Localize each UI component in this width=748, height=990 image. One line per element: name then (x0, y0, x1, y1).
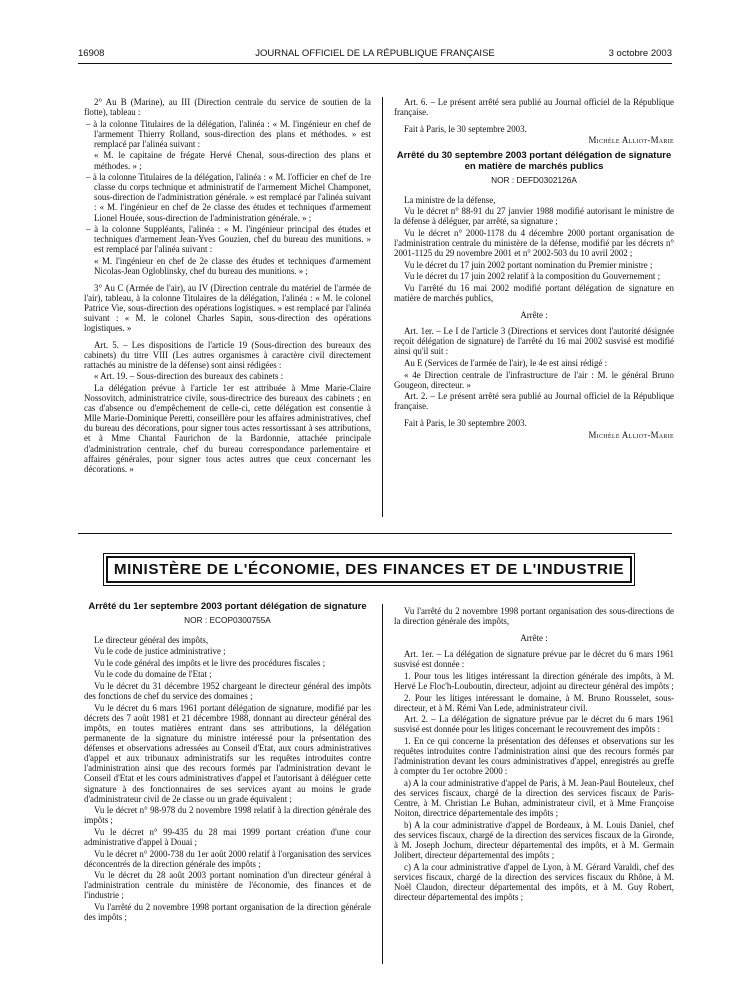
lower-left-column (84, 602, 371, 924)
paragraph: 1. En ce qui concerne la présentation des défenses et observations sur les requêtes introduites contre l'administration ainsi que des recours formés par l'administration devant les cours administratives d'appel, enregistrés au greffe à compter du 1er octobre 2000 : (394, 736, 674, 777)
article-5: Art. 5. – Les dispositions de l'article 19 (Sous-direction des bureaux des cabinets) du titre VIII (Les autres organismes à caractère civil directement rattachés au ministre de la défense) sont ainsi rédigées : (84, 339, 371, 370)
signed-place-date: Fait à Paris, le 30 septembre 2003. (404, 123, 527, 134)
paragraph: 2° Au B (Marine), au III (Direction centrale du service de soutien de la flotte), tableau : (84, 97, 371, 118)
nor-reference: NOR : DEFD0302126A (491, 174, 577, 185)
signature: Michèle Alliot-Marie (588, 135, 674, 146)
upper-left-column (84, 97, 371, 475)
arrete-heading: Arrête : (520, 632, 548, 643)
section-rule (78, 533, 672, 534)
paragraph: Vu le code de justice administrative ; (94, 646, 226, 657)
paragraph: Vu le décret du 31 décembre 1952 chargeant le directeur général des impôts des fonctions de chef du service des domaines ; (84, 681, 371, 702)
paragraph: « M. le capitaine de frégate Hervé Chenal, sous-direction des plans et méthodes. » ; (94, 150, 371, 171)
nor-reference: NOR : ECOP0300755A (184, 614, 271, 625)
paragraph: La ministre de la défense, (404, 194, 496, 205)
issue-date: 3 octobre 2003 (608, 48, 672, 59)
decree-title: Arrêté du 30 septembre 2003 portant délégation de signature en matière de marchés publics (396, 150, 672, 172)
article-2: Art. 2. – Le présent arrêté sera publié au Journal officiel de la République française. (394, 391, 674, 412)
paragraph: La délégation prévue à l'article 1er est attribuée à Mme Marie-Claire Nossovitch, administratrice civile, sous-directrice des bureaux des cabinets ; en cas d'absence ou d'empêchement de celle-ci, cette délégation est consentie à Mlle Marie-Dominique Peretti, conseillère pour les affaires administratives, chef du bureau des décorations, pour signer tous actes ressortissant à ses attributions, et à Mme Chantal Faurichon de la Bardonnie, attachée principale d'administration centrale, chef du bureau correspondance parlementaire et affaires générales, pour signer tous actes autres que ceux concernant les décorations. » (84, 382, 371, 474)
article-1: Art. 1er. – La délégation de signature prévue par le décret du 6 mars 1961 susvisé est donnée : (394, 649, 674, 670)
paragraph: 2. Pour les litiges intéressant le domaine, à M. Bruno Rousselet, sous-directeur, et à M. Rémi Van Lede, administrateur civil. (394, 692, 674, 713)
paragraph: Vu l'arrêté du 2 novembre 1998 portant organisation de la direction générale des impôts ; (84, 902, 371, 923)
paragraph: Vu le décret n° 98-978 du 2 novembre 1998 relatif à la direction générale des impôts ; (84, 805, 371, 826)
paragraph: Vu le décret n° 2000-738 du 1er août 2000 relatif à l'organisation des services déconcentrés de la direction générale des impôts ; (84, 848, 371, 869)
decree-title: Arrêté du 1er septembre 2003 portant délégation de signature (88, 601, 367, 612)
article-1: Art. 1er. – Le I de l'article 3 (Directions et services dont l'autorité désignée reçoit délégation de signature) de l'arrêté du 16 mai 2002 susvisé est modifié ainsi qu'il suit : (394, 326, 674, 357)
upper-right-column (394, 97, 674, 441)
journal-title: JOURNAL OFFICIEL DE LA RÉPUBLIQUE FRANÇAISE (255, 48, 495, 59)
page-header (78, 48, 672, 62)
paragraph: 1. Pour tous les litiges intéressant la direction générale des impôts, à M. Hervé Le Floc'h-Louboutin, directeur, adjoint au directeur général des impôts ; (394, 670, 674, 692)
paragraph: Vu le décret n° 2000-1178 du 4 décembre 2000 portant organisation de l'administration centrale du ministère de la défense, modifié par les décrets n° 2001-1125 du 29 novembre 2001 et n° 2002-503 du 10 avril 2002 ; (394, 227, 674, 259)
article-6: Art. 6. – Le présent arrêté sera publié au Journal officiel de la République française. (394, 97, 674, 118)
paragraph: Vu le décret du 17 juin 2002 relatif à la composition du Gouvernement ; (404, 271, 661, 282)
signed-place-date: Fait à Paris, le 30 septembre 2003. (404, 417, 527, 428)
article-19-heading: « Art. 19. – Sous-direction des bureaux des cabinets : (94, 371, 284, 382)
paragraph: – à la colonne Titulaires de la délégation, l'alinéa : « M. l'ingénieur en chef de l'armement Thierry Rolland, sous-direction des plans et méthodes. » est remplacé par l'alinéa suivant : (86, 118, 371, 149)
header-rule (78, 63, 672, 64)
paragraph: « M. l'ingénieur en chef de 2e classe des études et techniques d'armement Nicolas-Jean Ogloblinsky, chef du bureau des munitions. » ; (94, 255, 371, 276)
paragraph: Le directeur général des impôts, (94, 634, 209, 645)
paragraph: Vu le décret du 17 juin 2002 portant nomination du Premier ministre ; (404, 259, 653, 270)
paragraph: Vu l'arrêté du 2 novembre 1998 portant organisation des sous-directions de la direction générale des impôts, (394, 606, 674, 627)
paragraph: b) A la cour administrative d'appel de Bordeaux, à M. Louis Daniel, chef des services fiscaux, chargé de la direction des services fiscaux de la Gironde, à M. Joseph Jochum, directeur départemental des impôts, et à M. Germain Jolibert, directeur départemental des impôts ; (394, 819, 674, 861)
paragraph: « 4e Direction centrale de l'infrastructure de l'air : M. le général Bruno Gougeon, directeur. » (394, 369, 674, 390)
paragraph: a) A la cour administrative d'appel de Paris, à M. Jean-Paul Bouteleux, chef des services fiscaux, chargé de la direction des services fiscaux de Paris-Centre, à M. Christian Le Buhan, administrateur civil, et à Mme Françoise Noiton, directrice départementale des impôts ; (394, 777, 674, 819)
paragraph: Vu le code général des impôts et le livre des procédures fiscales ; (94, 657, 326, 668)
paragraph: Au E (Services de l'armée de l'air), le 4e est ainsi rédigé : (404, 357, 608, 368)
paragraph: Vu le code du domaine de l'Etat ; (94, 669, 212, 680)
column-separator (382, 97, 383, 517)
page-number: 16908 (78, 48, 105, 59)
paragraph: 3° Au C (Armée de l'air), au IV (Direction centrale du matériel de l'armée de l'air), tableau, à la colonne Titulaires de la délégation, l'alinéa : « M. le colonel Patrice Vie, sous-direction des opérations logistiques. » est remplacé par l'alinéa suivant : « M. le colonel Charles Sapin, sous-direction des opérations logistiques. » (84, 282, 371, 333)
paragraph: Vu le décret n° 99-435 du 28 mai 1999 portant création d'une cour administrative d'appel à Douai ; (84, 826, 371, 847)
paragraph: Vu le décret du 6 mars 1961 portant délégation de signature, modifié par les décrets des 7 août 1981 et 21 décembre 1988, donnant au directeur général des impôts, en toutes matières entrant dans ses attributions, la délégation permanente de la signature du ministre intéressé pour la présentation des défenses et observations adressées au Conseil d'Etat, aux cours administratives d'appel et aux tribunaux administratifs sur les requêtes introduites contre l'administration ainsi que des recours formés par l'administration devant le Conseil d'Etat et les cours administratives d'appel et l'autorisant à déléguer cette signature à des fonctionnaires de ses services ayant au moins le grade d'administrateur civil de 2e classe ou un grade équivalent ; (84, 702, 371, 804)
column-separator (382, 604, 383, 964)
paragraph: Vu l'arrêté du 16 mai 2002 modifié portant délégation de signature en matière de marchés publics, (394, 282, 674, 303)
paragraph: Vu le décret n° 88-91 du 27 janvier 1988 modifié autorisant le ministre de la défense à déléguer, par arrêté, sa signature ; (394, 206, 674, 227)
paragraph: c) A la cour administrative d'appel de Lyon, à M. Gérard Varaldi, chef des services fiscaux, chargé de la direction des services fiscaux du Rhône, à M. Noël Claudon, directeur départemental des impôts, et à M. Guy Robert, directeur départemental des impôts ; (394, 861, 674, 902)
signature: Michèle Alliot-Marie (588, 429, 674, 440)
paragraph: – à la colonne Titulaires de la délégation, l'alinéa : « M. l'officier en chef de 1re classe du corps technique et administratif de l'armement Michel Champonet, sous-direction de l'administration générale. » est remplacé par l'alinéa suivant : « M. l'ingénieur en chef de 2e classe des études et techniques d'armement Lionel Houée, sous-direction de l'administration générale. » ; (86, 172, 371, 223)
ministry-banner: MINISTÈRE DE L'ÉCONOMIE, DES FINANCES ET DE L'INDUSTRIE (106, 556, 632, 583)
paragraph: – à la colonne Suppléants, l'alinéa : « M. l'ingénieur principal des études et techniques d'armement Jean-Yves Gouzien, chef du bureau des munitions. » est remplacé par l'alinéa suivant : (86, 224, 371, 255)
lower-right-column (394, 606, 674, 904)
paragraph: Vu le décret du 28 août 2003 portant nomination d'un directeur général à l'administration centrale du ministère de l'économie, des finances et de l'industrie ; (84, 870, 371, 901)
article-2: Art. 2. – La délégation de signature prévue par le décret du 6 mars 1961 susvisé est donnée pour les litiges concernant le recouvrement des impôts : (394, 714, 674, 735)
arrete-heading: Arrête : (520, 309, 548, 320)
